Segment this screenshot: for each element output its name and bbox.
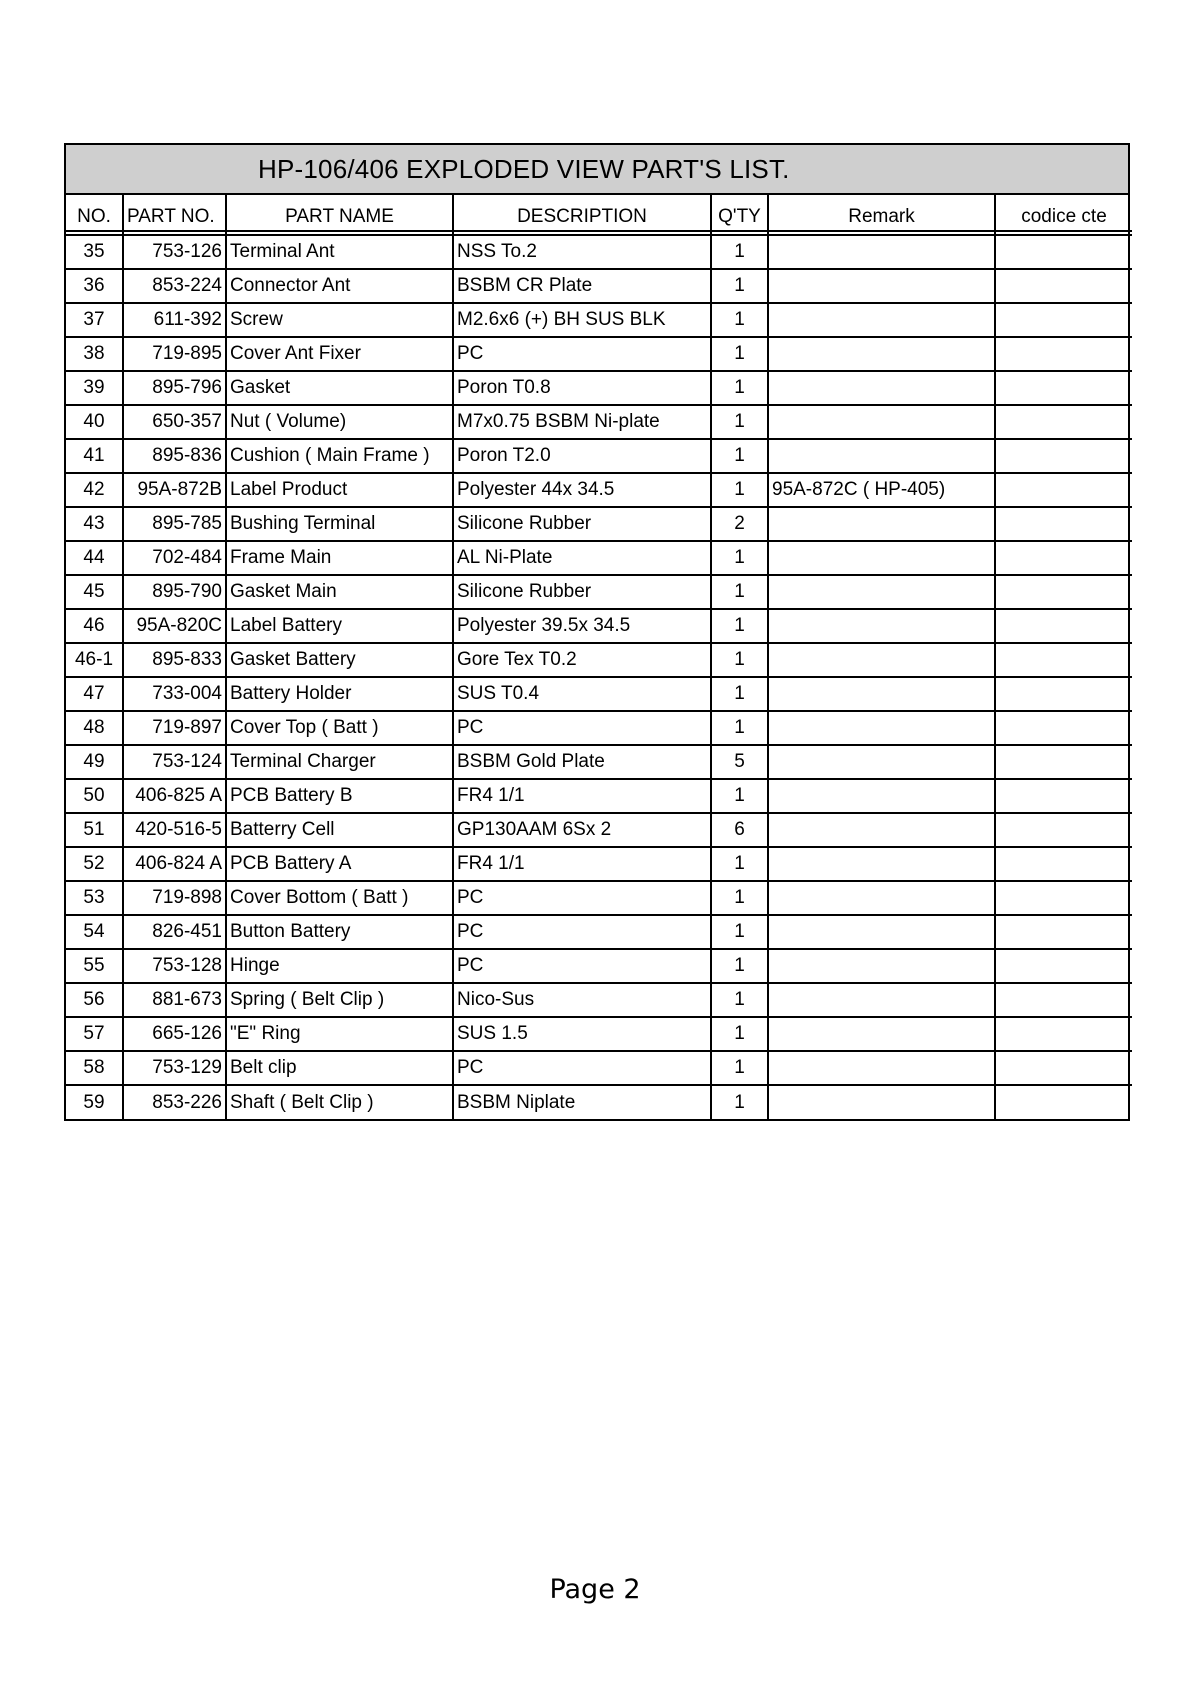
cell-part-no: 895-836 [123, 439, 226, 473]
cell-remark [768, 643, 995, 677]
cell-no: 59 [66, 1085, 123, 1119]
cell-no: 36 [66, 269, 123, 303]
cell-no: 39 [66, 371, 123, 405]
cell-codice [995, 983, 1132, 1017]
cell-qty: 1 [711, 303, 768, 337]
cell-no: 47 [66, 677, 123, 711]
cell-qty: 5 [711, 745, 768, 779]
table-row [66, 813, 1132, 847]
cell-part-no: 95A-872B [123, 473, 226, 507]
cell-qty: 1 [711, 1085, 768, 1119]
cell-codice [995, 575, 1132, 609]
cell-qty: 1 [711, 609, 768, 643]
cell-part-name: Nut ( Volume) [226, 405, 453, 439]
cell-description: PC [453, 915, 711, 949]
cell-part-no: 895-796 [123, 371, 226, 405]
table-row [66, 915, 1132, 949]
cell-remark [768, 949, 995, 983]
cell-description: Silicone Rubber [453, 575, 711, 609]
cell-codice [995, 813, 1132, 847]
header-qty: Q'TY [711, 195, 768, 231]
cell-part-no: 753-128 [123, 949, 226, 983]
cell-no: 42 [66, 473, 123, 507]
cell-part-name: Cushion ( Main Frame ) [226, 439, 453, 473]
cell-no: 43 [66, 507, 123, 541]
cell-codice [995, 541, 1132, 575]
table-row [66, 507, 1132, 541]
table-row [66, 371, 1132, 405]
cell-remark [768, 677, 995, 711]
cell-part-no: 853-226 [123, 1085, 226, 1119]
table-row [66, 405, 1132, 439]
cell-codice [995, 269, 1132, 303]
cell-description: SUS 1.5 [453, 1017, 711, 1051]
cell-part-name: Gasket Battery [226, 643, 453, 677]
header-description: DESCRIPTION [453, 195, 711, 231]
cell-part-name: Screw [226, 303, 453, 337]
cell-remark [768, 439, 995, 473]
cell-remark [768, 813, 995, 847]
table-row [66, 575, 1132, 609]
cell-part-name: Shaft ( Belt Clip ) [226, 1085, 453, 1119]
cell-description: GP130AAM 6Sx 2 [453, 813, 711, 847]
table-row [66, 983, 1132, 1017]
cell-part-name: Gasket Main [226, 575, 453, 609]
cell-part-name: "E" Ring [226, 1017, 453, 1051]
cell-codice [995, 303, 1132, 337]
cell-description: Nico-Sus [453, 983, 711, 1017]
cell-description: BSBM CR Plate [453, 269, 711, 303]
cell-part-name: Frame Main [226, 541, 453, 575]
cell-no: 56 [66, 983, 123, 1017]
cell-no: 54 [66, 915, 123, 949]
cell-remark [768, 881, 995, 915]
cell-part-name: Hinge [226, 949, 453, 983]
cell-part-no: 406-824 A [123, 847, 226, 881]
cell-remark [768, 575, 995, 609]
cell-part-name: Button Battery [226, 915, 453, 949]
cell-description: PC [453, 337, 711, 371]
cell-description: SUS T0.4 [453, 677, 711, 711]
cell-qty: 1 [711, 643, 768, 677]
cell-remark [768, 1085, 995, 1119]
cell-no: 35 [66, 235, 123, 269]
cell-codice [995, 881, 1132, 915]
table-row [66, 269, 1132, 303]
cell-no: 52 [66, 847, 123, 881]
cell-codice [995, 711, 1132, 745]
cell-remark [768, 1051, 995, 1085]
cell-remark [768, 303, 995, 337]
cell-no: 40 [66, 405, 123, 439]
cell-remark [768, 235, 995, 269]
cell-part-name: Battery Holder [226, 677, 453, 711]
table-row [66, 541, 1132, 575]
cell-description: Polyester 39.5x 34.5 [453, 609, 711, 643]
table-row [66, 1051, 1132, 1085]
header-remark: Remark [768, 195, 995, 231]
cell-codice [995, 371, 1132, 405]
cell-codice [995, 1051, 1132, 1085]
cell-qty: 1 [711, 575, 768, 609]
table-row [66, 439, 1132, 473]
cell-remark [768, 541, 995, 575]
cell-part-name: Label Product [226, 473, 453, 507]
cell-no: 45 [66, 575, 123, 609]
cell-qty: 1 [711, 983, 768, 1017]
cell-description: NSS To.2 [453, 235, 711, 269]
table-header-row [66, 195, 1132, 231]
header-part-name: PART NAME [226, 195, 453, 231]
cell-qty: 1 [711, 439, 768, 473]
cell-part-no: 895-790 [123, 575, 226, 609]
cell-description: FR4 1/1 [453, 847, 711, 881]
cell-remark: 95A-872C ( HP-405) [768, 473, 995, 507]
cell-description: Poron T0.8 [453, 371, 711, 405]
table-row [66, 473, 1132, 507]
cell-part-name: PCB Battery B [226, 779, 453, 813]
table-row [66, 609, 1132, 643]
cell-no: 50 [66, 779, 123, 813]
cell-qty: 1 [711, 847, 768, 881]
cell-part-no: 702-484 [123, 541, 226, 575]
cell-codice [995, 235, 1132, 269]
cell-part-no: 650-357 [123, 405, 226, 439]
cell-part-no: 95A-820C [123, 609, 226, 643]
cell-qty: 1 [711, 915, 768, 949]
cell-part-no: 853-224 [123, 269, 226, 303]
cell-codice [995, 473, 1132, 507]
cell-no: 55 [66, 949, 123, 983]
cell-part-name: Label Battery [226, 609, 453, 643]
cell-qty: 1 [711, 779, 768, 813]
cell-part-no: 895-833 [123, 643, 226, 677]
cell-no: 49 [66, 745, 123, 779]
cell-no: 41 [66, 439, 123, 473]
cell-description: PC [453, 949, 711, 983]
cell-codice [995, 847, 1132, 881]
cell-part-name: PCB Battery A [226, 847, 453, 881]
cell-part-no: 719-895 [123, 337, 226, 371]
cell-codice [995, 609, 1132, 643]
cell-part-no: 753-129 [123, 1051, 226, 1085]
table-row [66, 847, 1132, 881]
header-no: NO. [66, 195, 123, 231]
cell-part-name: Batterry Cell [226, 813, 453, 847]
cell-qty: 1 [711, 235, 768, 269]
cell-remark [768, 609, 995, 643]
cell-remark [768, 983, 995, 1017]
cell-description: PC [453, 1051, 711, 1085]
cell-codice [995, 337, 1132, 371]
document-title: HP-106/406 EXPLODED VIEW PART'S LIST. [66, 145, 1128, 195]
cell-codice [995, 1017, 1132, 1051]
cell-part-no: 420-516-5 [123, 813, 226, 847]
cell-description: BSBM Gold Plate [453, 745, 711, 779]
cell-codice [995, 949, 1132, 983]
table-row [66, 711, 1132, 745]
cell-qty: 1 [711, 949, 768, 983]
cell-no: 46 [66, 609, 123, 643]
cell-no: 51 [66, 813, 123, 847]
table-row [66, 643, 1132, 677]
cell-remark [768, 779, 995, 813]
table-row [66, 949, 1132, 983]
table-row [66, 1085, 1132, 1119]
cell-qty: 1 [711, 269, 768, 303]
header-part-no: PART NO. [123, 195, 226, 231]
cell-part-no: 719-898 [123, 881, 226, 915]
cell-description: M7x0.75 BSBM Ni-plate [453, 405, 711, 439]
cell-part-name: Terminal Ant [226, 235, 453, 269]
parts-list-sheet [64, 143, 1130, 1121]
cell-part-no: 665-126 [123, 1017, 226, 1051]
cell-part-no: 753-126 [123, 235, 226, 269]
cell-part-name: Connector Ant [226, 269, 453, 303]
table-row [66, 745, 1132, 779]
cell-no: 46-1 [66, 643, 123, 677]
cell-remark [768, 337, 995, 371]
cell-description: Silicone Rubber [453, 507, 711, 541]
table-row [66, 303, 1132, 337]
cell-part-name: Belt clip [226, 1051, 453, 1085]
cell-part-no: 733-004 [123, 677, 226, 711]
cell-remark [768, 915, 995, 949]
cell-qty: 6 [711, 813, 768, 847]
cell-codice [995, 405, 1132, 439]
cell-part-no: 826-451 [123, 915, 226, 949]
cell-part-name: Bushing Terminal [226, 507, 453, 541]
cell-codice [995, 507, 1132, 541]
cell-part-no: 895-785 [123, 507, 226, 541]
cell-description: PC [453, 711, 711, 745]
cell-remark [768, 745, 995, 779]
cell-part-name: Cover Ant Fixer [226, 337, 453, 371]
cell-qty: 1 [711, 881, 768, 915]
cell-description: AL Ni-Plate [453, 541, 711, 575]
cell-part-no: 406-825 A [123, 779, 226, 813]
cell-part-name: Spring ( Belt Clip ) [226, 983, 453, 1017]
cell-part-no: 753-124 [123, 745, 226, 779]
cell-part-name: Cover Bottom ( Batt ) [226, 881, 453, 915]
cell-description: PC [453, 881, 711, 915]
cell-codice [995, 677, 1132, 711]
cell-no: 38 [66, 337, 123, 371]
table-row [66, 677, 1132, 711]
cell-no: 48 [66, 711, 123, 745]
cell-remark [768, 269, 995, 303]
cell-codice [995, 439, 1132, 473]
cell-no: 37 [66, 303, 123, 337]
cell-description: M2.6x6 (+) BH SUS BLK [453, 303, 711, 337]
table-body [66, 231, 1132, 1119]
cell-qty: 1 [711, 337, 768, 371]
cell-part-no: 719-897 [123, 711, 226, 745]
cell-description: Poron T2.0 [453, 439, 711, 473]
cell-no: 44 [66, 541, 123, 575]
cell-part-no: 611-392 [123, 303, 226, 337]
cell-qty: 1 [711, 473, 768, 507]
table-row [66, 337, 1132, 371]
table-row [66, 1017, 1132, 1051]
cell-part-name: Terminal Charger [226, 745, 453, 779]
cell-remark [768, 371, 995, 405]
cell-part-no: 881-673 [123, 983, 226, 1017]
cell-qty: 1 [711, 1017, 768, 1051]
cell-remark [768, 1017, 995, 1051]
cell-description: FR4 1/1 [453, 779, 711, 813]
cell-remark [768, 711, 995, 745]
cell-qty: 1 [711, 711, 768, 745]
cell-remark [768, 405, 995, 439]
cell-remark [768, 507, 995, 541]
cell-description: Polyester 44x 34.5 [453, 473, 711, 507]
parts-table [66, 195, 1132, 1119]
cell-no: 57 [66, 1017, 123, 1051]
table-row [66, 881, 1132, 915]
cell-codice [995, 643, 1132, 677]
cell-qty: 2 [711, 507, 768, 541]
page-number: Page 2 [549, 1574, 641, 1605]
header-codice: codice cte [995, 195, 1132, 231]
cell-no: 58 [66, 1051, 123, 1085]
cell-qty: 1 [711, 1051, 768, 1085]
cell-part-name: Cover Top ( Batt ) [226, 711, 453, 745]
cell-description: Gore Tex T0.2 [453, 643, 711, 677]
cell-qty: 1 [711, 405, 768, 439]
table-row [66, 779, 1132, 813]
cell-codice [995, 1085, 1132, 1119]
cell-remark [768, 847, 995, 881]
cell-qty: 1 [711, 677, 768, 711]
cell-description: BSBM Niplate [453, 1085, 711, 1119]
cell-qty: 1 [711, 371, 768, 405]
cell-qty: 1 [711, 541, 768, 575]
cell-no: 53 [66, 881, 123, 915]
cell-codice [995, 745, 1132, 779]
cell-part-name: Gasket [226, 371, 453, 405]
table-row [66, 235, 1132, 269]
cell-codice [995, 915, 1132, 949]
cell-codice [995, 779, 1132, 813]
